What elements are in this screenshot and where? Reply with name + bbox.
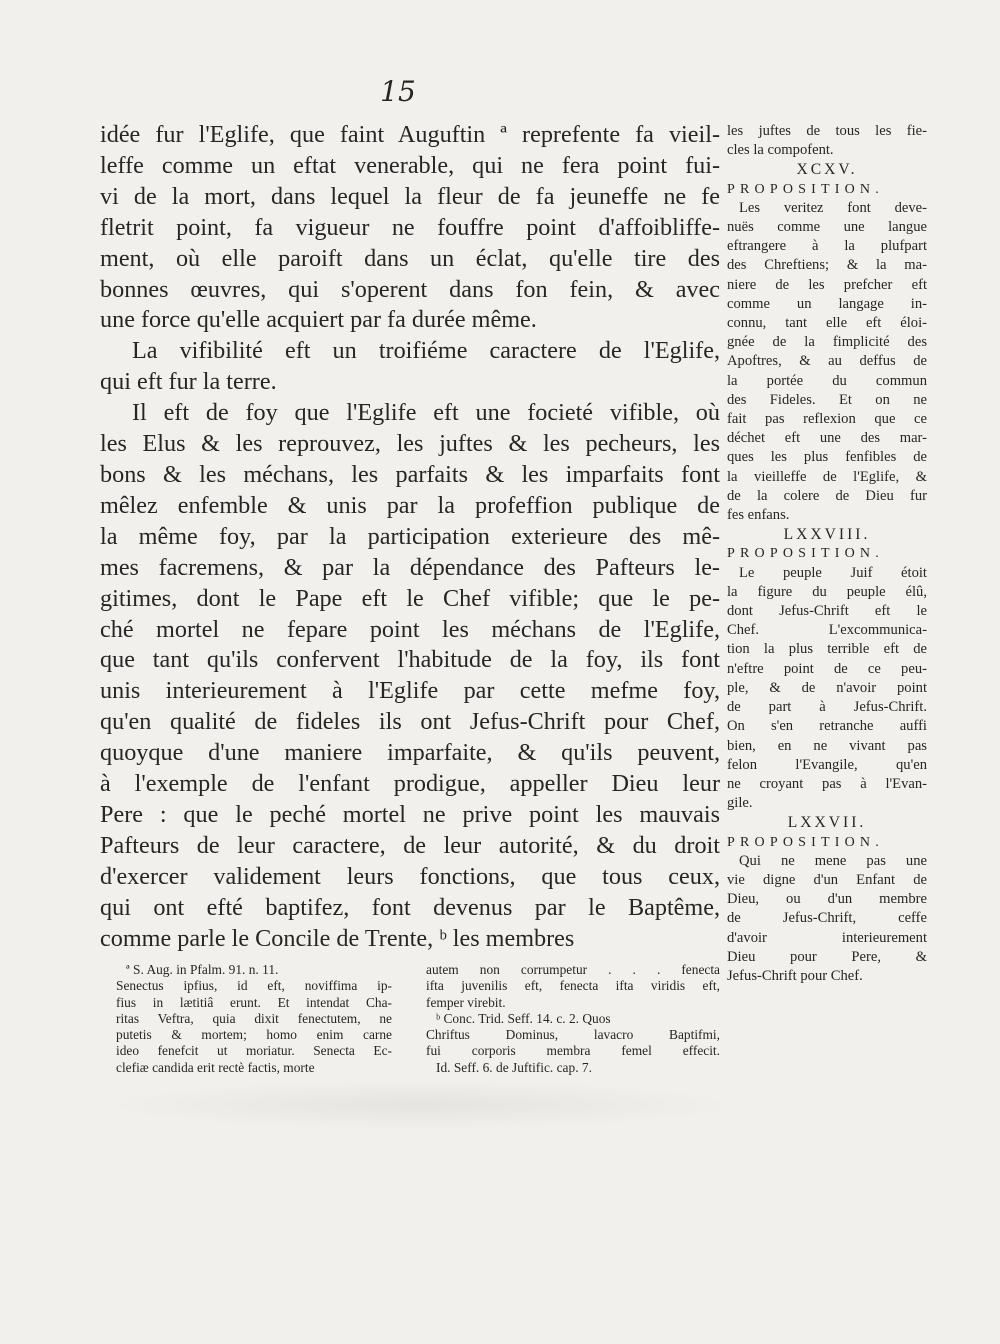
- proposition-number: LXXVIII.: [783, 526, 871, 544]
- paragraph: [100, 336, 720, 398]
- margin-line: Qui ne mene pas une: [739, 852, 927, 869]
- proposition-heading: PROPOSITION.: [727, 546, 884, 562]
- margin-line: eftrangere à la plufpart: [727, 238, 927, 255]
- footnote-line: ª S. Aug. in Pfalm. 91. n. 11.: [126, 962, 279, 977]
- margin-line: Dieu pour Pere, &: [727, 948, 927, 965]
- paragraph: [100, 398, 720, 954]
- margin-line: ple, & de n'avoir point: [727, 679, 927, 696]
- page-number: 15: [380, 75, 416, 108]
- paragraph: [100, 120, 720, 336]
- text-line: gitimes, dont le Pape eft le Chef vifible; que le pe-: [100, 584, 720, 612]
- margin-line: cles la compofent.: [727, 142, 834, 159]
- margin-line: fait pas reflexion que ce: [727, 411, 927, 428]
- text-line: leffe comme un eftat venerable, qui ne fera point fui-: [100, 151, 720, 179]
- margin-line: la vieilleffe de l'Eglife, &: [727, 468, 927, 485]
- margin-line: Le peuple Juif étoit: [739, 564, 927, 581]
- text-line: quoyque d'une maniere imparfaite, & qu'ils peuvent,: [100, 739, 720, 767]
- margin-line: la portée du commun: [727, 372, 927, 389]
- text-line: la même foy, par la participation exterieure des mê-: [100, 522, 720, 550]
- footnote-line: fius in lætitiâ erunt. Et intendat Cha-: [116, 994, 392, 1010]
- text-line: ché mortel ne fepare point les méchans de l'Eglife,: [100, 615, 720, 643]
- margin-line: ne croyant pas à l'Evan-: [727, 775, 927, 792]
- text-line: La vifibilité eft un troifiéme caractere de l'Eglife,: [132, 337, 720, 365]
- text-line: Il eft de foy que l'Eglife eft une focieté vifible, où: [132, 399, 720, 427]
- proposition-block: [727, 813, 927, 986]
- text-line: à l'exemple de l'enfant prodigue, appeller Dieu leur: [100, 770, 720, 798]
- text-line: unis interieurement à l'Eglife par cette mefme foy,: [100, 677, 720, 705]
- text-line: les Elus & les reprouvez, les juftes & les pecheurs, les: [100, 430, 720, 458]
- margin-line: Chef. L'excommunica-: [727, 622, 927, 639]
- proposition-heading: PROPOSITION.: [727, 181, 884, 197]
- proposition-number: XCXV.: [796, 161, 858, 179]
- margin-line: Les veritez font deve-: [739, 199, 927, 216]
- proposition-number: LXXVII.: [787, 814, 867, 832]
- margin-line: de part à Jefus-Chrift.: [727, 699, 927, 716]
- margin-line: connu, tant elle eft éloi-: [727, 315, 927, 332]
- text-line: bons & les méchans, les parfaits & les imparfaits font: [100, 460, 720, 488]
- text-line: idée fur l'Eglife, que faint Auguftin ª reprefente fa vieil-: [100, 121, 720, 148]
- margin-line: des Chreftiens; & la ma-: [727, 257, 927, 274]
- margin-propositions-column: [727, 122, 927, 986]
- margin-line: n'eftre point de ce peu-: [727, 660, 927, 677]
- text-line: Pere : que le peché mortel ne prive point les mauvais: [100, 800, 720, 828]
- footnote-line: fui corporis membra femel effecit.: [426, 1043, 720, 1059]
- text-line: ment, où elle paroift dans un éclat, qu'elle tire des: [100, 244, 720, 272]
- text-line: mes facremens, & par la dépendance des Pafteurs le-: [100, 553, 720, 581]
- margin-line: gnée de la fimplicité des: [727, 334, 927, 351]
- text-line: qui ont efté baptifez, font devenus par le Baptême,: [100, 893, 720, 921]
- text-line: vi de la mort, dans lequel la fleur de fa jeuneffe ne fe: [100, 182, 720, 210]
- footnote-line: clefiæ candida erit rectè factis, morte: [116, 1059, 315, 1075]
- footnotes-right-column: [426, 962, 720, 1076]
- text-line: que tant qu'ils confervent l'habitude de la foy, ils font: [100, 646, 720, 674]
- margin-line: tion la plus terrible eft de: [727, 641, 927, 658]
- proposition-block: [727, 525, 927, 813]
- footnote-line: Senectus ipfius, id eft, noviffima ip-: [116, 978, 392, 994]
- margin-line: des Fideles. Et on ne: [727, 391, 927, 408]
- margin-line: d'avoir interieurement: [727, 929, 927, 946]
- margin-line: la figure du peuple élû,: [727, 583, 927, 600]
- footnote-line: ideo fenefcit ut moriatur. Senecta Ec-: [116, 1043, 392, 1059]
- margin-line: Apoftres, & au deffus de: [727, 353, 927, 370]
- margin-line: les juftes de tous les fie-: [727, 123, 927, 139]
- text-line: qui eft fur la terre.: [100, 368, 277, 396]
- proposition-heading: PROPOSITION.: [727, 834, 884, 850]
- footnote-line: autem non corrumpetur . . . fenecta: [426, 962, 720, 977]
- text-line: Pafteurs de leur caractere, de leur autorité, & du droit: [100, 831, 720, 859]
- text-line: mêlez enfemble & unis par la profeffion publique de: [100, 491, 720, 519]
- text-line: bonnes œuvres, qui s'operent dans fon fein, & avec: [100, 275, 720, 303]
- paper-smudge: [100, 1080, 740, 1130]
- footnote-line: putetis & mortem; homo enim carne: [116, 1027, 392, 1043]
- footnote-line: ifta juvenilis eft, fenecta ifta viridis eft,: [426, 978, 720, 994]
- margin-line: dont Jefus-Chrift eft le: [727, 603, 927, 620]
- margin-line: fes enfans.: [727, 507, 790, 524]
- margin-line: gile.: [727, 795, 753, 812]
- proposition-block: [727, 160, 927, 525]
- margin-line: Jefus-Chrift pour Chef.: [727, 967, 863, 984]
- text-line: d'exercer validement leurs fonctions, que tous ceux,: [100, 862, 720, 890]
- margin-line: déchet eft une des mar-: [727, 430, 927, 447]
- footnotes-left-column: [116, 962, 392, 1076]
- footnote-line: ritas Veftra, quia dixit fenectutem, ne: [116, 1010, 392, 1026]
- margin-line: nuës comme une langue: [727, 219, 927, 236]
- text-line: une force qu'elle acquiert par fa durée même.: [100, 306, 537, 334]
- text-line: fletrit point, fa vigueur ne fouffre point d'affoibliffe-: [100, 213, 720, 241]
- margin-line: On s'en retranche auffi: [727, 718, 927, 735]
- main-text-column: [100, 120, 720, 954]
- margin-line: comme un langage in-: [727, 295, 927, 312]
- text-line: qu'en qualité de fideles ils ont Jefus-Chrift pour Chef,: [100, 708, 720, 736]
- margin-line: de la colere de Dieu fur: [727, 487, 927, 504]
- footnote-line: femper virebit.: [426, 994, 506, 1010]
- margin-line: ques les plus fenfibles de: [727, 449, 927, 466]
- footnote-line: ᵇ Conc. Trid. Seff. 14. c. 2. Quos: [436, 1010, 611, 1026]
- margin-line: bien, en ne vivant pas: [727, 737, 927, 754]
- margin-line: Dieu, ou d'un membre: [727, 891, 927, 908]
- margin-line: felon l'Evangile, qu'en: [727, 756, 927, 773]
- text-line: comme parle le Concile de Trente, ᵇ les membres: [100, 924, 575, 952]
- margin-line: niere de les prefcher eft: [727, 276, 927, 293]
- margin-line: de Jefus-Chrift, ceffe: [727, 910, 927, 927]
- margin-line: vie digne d'un Enfant de: [727, 871, 927, 888]
- footnote-line: Id. Seff. 6. de Juftific. cap. 7.: [436, 1059, 592, 1075]
- footnote-line: Chriftus Dominus, lavacro Baptifmi,: [426, 1027, 720, 1043]
